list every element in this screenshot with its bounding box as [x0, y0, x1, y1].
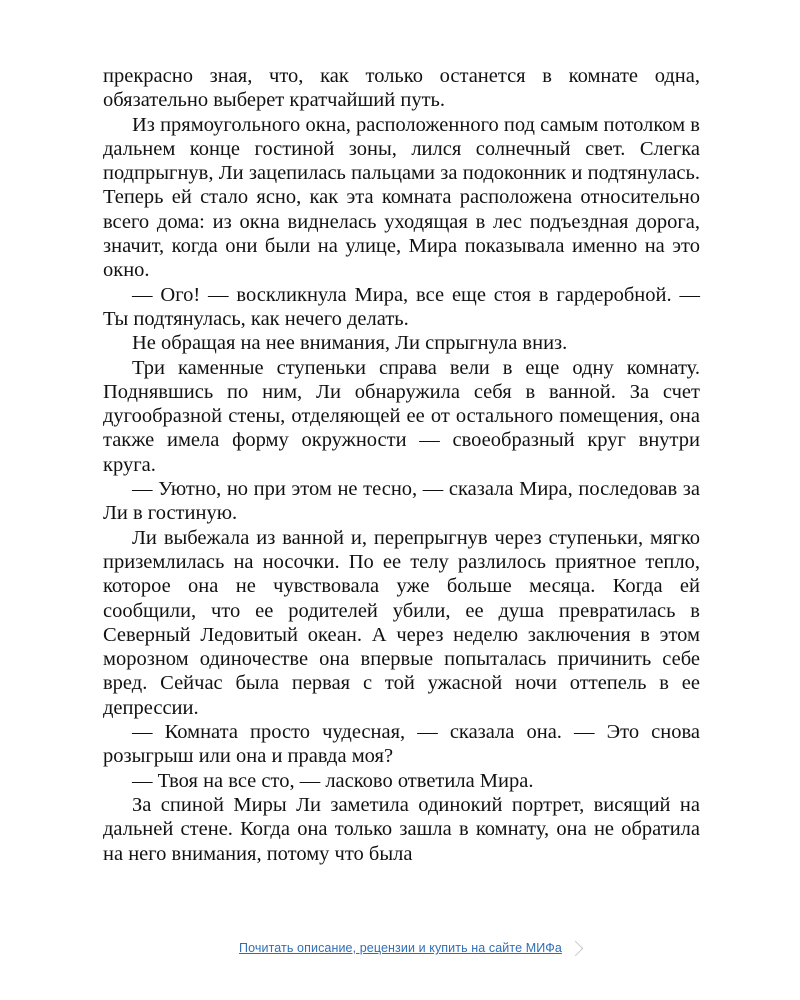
paragraph: прекрасно зная, что, как только останется в комнате одна, обязательно выберет кратчайший путь.	[103, 65, 700, 112]
paragraph: — Комната просто чудесная, — сказала она. — Это снова розыгрыш или она и правда моя?	[103, 721, 700, 768]
paragraph: Ли выбежала из ванной и, перепрыгнув через ступеньки, мягко приземлилась на носочки. По ее телу разлилось приятное тепло, которое она не чувствовала уже больше месяца. Когда ей сообщили, что ее родителей убили, ее душа превратилась в Северный Ледовитый океан. А через неделю заключения в этом морозном одиночестве она впервые попыталась причинить себе вред. Сейчас была первая с той ужасной ночи оттепель в ее депрессии.	[103, 526, 700, 719]
paragraph: — Ого! — воскликнула Мира, все еще стоя в гардеробной. — Ты подтянулась, как нечего делать.	[103, 283, 700, 330]
buy-on-mif-link-text[interactable]: Почитать описание, рецензии и купить на сайте МИФа	[239, 941, 562, 955]
buy-on-mif-link[interactable]	[190, 934, 630, 962]
paragraph: За спиной Миры Ли заметила одинокий портрет, висящий на дальней стене. Когда она только зашла в комнату, она не обратила на него внимания, потому что была	[103, 793, 700, 865]
paragraph: Из прямоугольного окна, расположенного под самым потолком в дальнем конце гостиной зоны, лился солнечный свет. Слегка подпрыгнув, Ли зацепилась пальцами за подоконник и подтянулась. Теперь ей стало ясно, как эта комната расположена относительно всего дома: из окна виднелась уходящая в лес подъездная дорога, значит, когда они были на улице, Мира показывала именно на это окно.	[103, 113, 700, 282]
paragraph: — Уютно, но при этом не тесно, — сказала Мира, последовав за Ли в гостиную.	[103, 478, 700, 525]
page-text	[103, 64, 700, 866]
paragraph: Три каменные ступеньки справа вели в еще одну комнату. Поднявшись по ним, Ли обнаружила себя в ванной. За счет дугообразной стены, отделяющей ее от остального помещения, она также имела форму окружности — своеобразный круг внутри круга.	[103, 356, 700, 476]
paragraph: Не обращая на нее внимания, Ли спрыгнула вниз.	[132, 332, 568, 355]
paragraph: — Твоя на все сто, — ласково ответила Мира.	[132, 769, 534, 792]
chevron-right-icon[interactable]	[568, 940, 584, 956]
